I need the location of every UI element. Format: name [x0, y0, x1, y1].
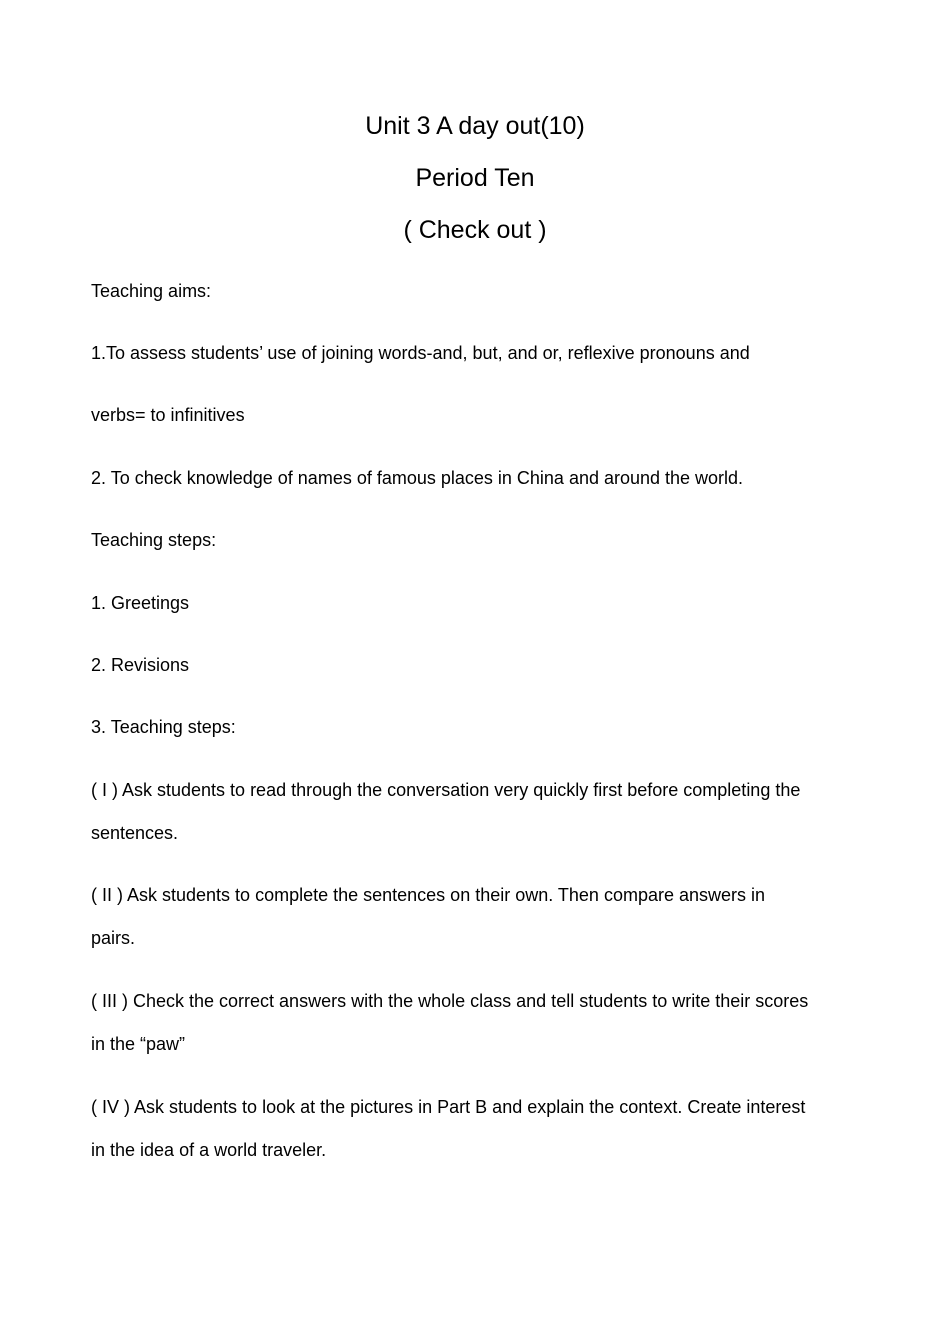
step-2: 2. Revisions [91, 655, 190, 675]
section-subtitle: ( Check out ) [403, 216, 547, 244]
sub-step-2-line-1: ( II ) Ask students to complete the sentences on their own. Then compare answers in [91, 885, 766, 905]
sub-step-3-line-1: ( III ) Check the correct answers with the whole class and tell students to write their scores [91, 991, 809, 1011]
sub-step-1-line-1: ( I ) Ask students to read through the conversation very quickly first before completing the [91, 780, 801, 800]
aim-item-2: 2. To check knowledge of names of famous places in China and around the world. [91, 468, 744, 488]
step-1: 1. Greetings [91, 593, 190, 613]
sub-step-1-line-2: sentences. [91, 823, 179, 843]
step-3: 3. Teaching steps: [91, 717, 236, 737]
aim-item-1-line-1: 1.To assess students’ use of joining words-and, but, and or, reflexive pronouns and [91, 343, 750, 363]
sub-step-3-line-2: in the “paw” [91, 1034, 186, 1054]
document-title: Unit 3 A day out(10) [365, 112, 585, 140]
sub-step-4-line-1: ( IV ) Ask students to look at the pictures in Part B and explain the context. Create interest [91, 1097, 806, 1117]
period-title: Period Ten [415, 164, 535, 192]
sub-step-4-line-2: in the idea of a world traveler. [91, 1140, 327, 1160]
aims-heading: Teaching aims: [91, 281, 212, 301]
aim-item-1-line-2: verbs= to infinitives [91, 405, 245, 425]
sub-step-2-line-2: pairs. [91, 928, 136, 948]
steps-heading: Teaching steps: [91, 530, 217, 550]
